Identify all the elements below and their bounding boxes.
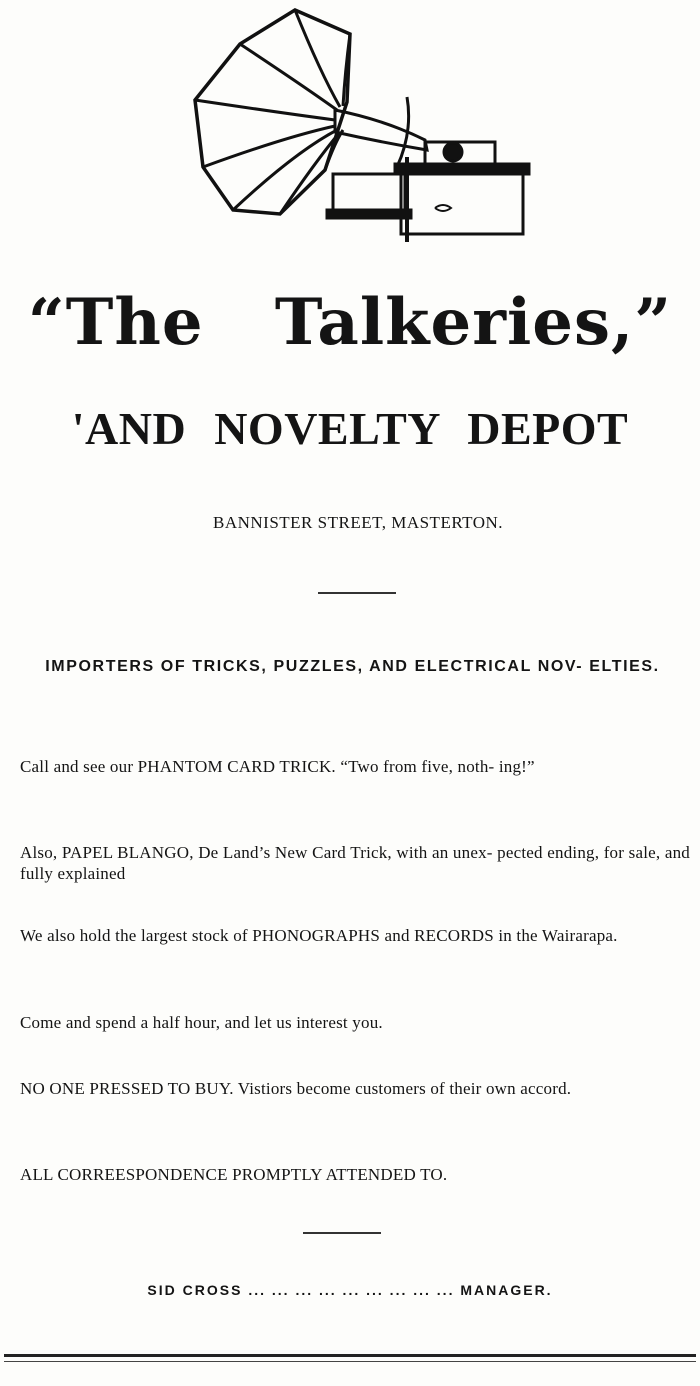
divider-rule [303, 1232, 381, 1234]
bottom-rule-thin [4, 1361, 696, 1362]
gramophone-icon [185, 2, 535, 247]
advert-title: “The Talkeries,” [27, 285, 673, 360]
advert-subtitle: 'AND NOVELTY DEPOT [71, 403, 629, 454]
paragraph-phonographs: We also hold the largest stock of PHONOGRAPHS and RECORDS in the Wairarapa. [20, 926, 618, 945]
importers-heading: IMPORTERS OF TRICKS, PUZZLES, AND ELECTRICAL NOV- ELTIES. [45, 658, 660, 675]
paragraph-correspondence: ALL CORREESPONDENCE PROMPTLY ATTENDED TO. [20, 1165, 448, 1184]
manager-line: SID CROSS ... ... ... ... ... ... ... ... ... MANAGER. [147, 1282, 553, 1298]
divider-rule [318, 592, 396, 594]
paragraph-no-one-pressed: NO ONE PRESSED TO BUY. Vistiors become customers of their own accord. [20, 1079, 572, 1098]
paragraph-spend-half-hour: Come and spend a half hour, and let us interest you. [20, 1013, 383, 1032]
paragraph-phantom-trick: Call and see our PHANTOM CARD TRICK. “Two from five, noth- ing!” [20, 757, 535, 776]
paragraph-papel-blango: Also, PAPEL BLANGO, De Land’s New Card Trick, with an unex- pected ending, for sale, and fully explained [20, 843, 690, 883]
address-line: BANNISTER STREET, MASTERTON. [213, 513, 504, 532]
bottom-rule [4, 1354, 696, 1357]
